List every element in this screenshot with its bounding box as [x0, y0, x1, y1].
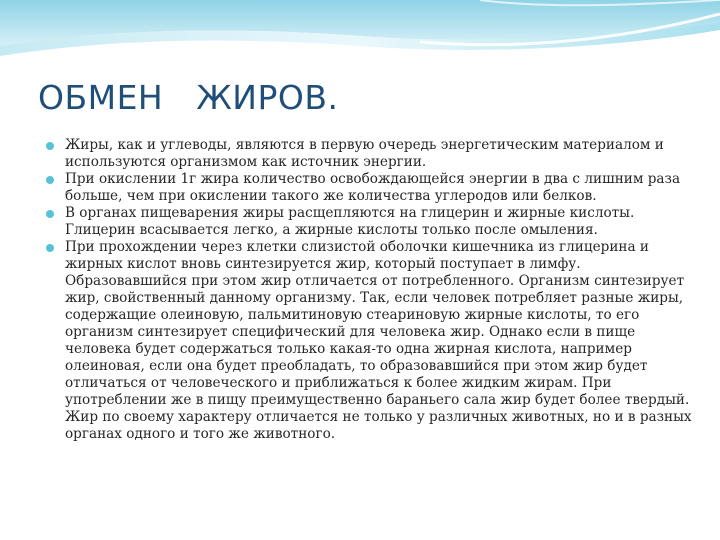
bullet-icon: [46, 244, 54, 252]
bullet-item: [46, 137, 696, 171]
bullet-item: [46, 239, 696, 443]
bullet-icon: [46, 142, 54, 150]
bullet-icon: [46, 210, 54, 218]
bullet-item: [46, 205, 696, 239]
bullet-list: [46, 137, 696, 443]
slide-title: ОБМЕН ЖИРОВ.: [38, 78, 339, 117]
bullet-text: При прохождении через клетки слизистой оболочки кишечника из глицерина и жирных кислот вновь синтезируется жир, который поступает в лимфу. Образовавшийся при этом жир отличается от потребленного. Организм синтезирует жир, свойственный данному организму. Так, если человек потребляет разные жиры, содержащие олеиновую, пальмитиновую стеариновую жирные кислоты, то его организм синтезирует специфический для человека жир. Однако если в пище человека будет содержаться только какая-то одна жирная кислота, например олеиновая, если она будет преобладать, то образовавшийся при этом жир будет отличаться от человеческого и приближаться к более жидким жирам. При употреблении же в пищу преимущественно бараньего сала жир будет более твердый. Жир по своему характеру отличается не только у различных животных, но и в разных органах одного и того же животного.: [65, 239, 692, 442]
bullet-text: В органах пищеварения жиры расщепляются на глицерин и жирные кислоты. Глицерин всасывается легко, а жирные кислоты только после омыления.: [65, 205, 635, 238]
bullet-icon: [46, 176, 54, 184]
bullet-item: [46, 171, 696, 205]
bullet-text: При окислении 1г жира количество освобождающейся энергии в два с лишним раза больше, чем при окислении такого же количества углеродов или белков.: [65, 171, 681, 204]
bullet-text: Жиры, как и углеводы, являются в первую очередь энергетическим материалом и используются организмом как источник энергии.: [65, 137, 664, 170]
header-wave-decoration: [0, 0, 720, 70]
